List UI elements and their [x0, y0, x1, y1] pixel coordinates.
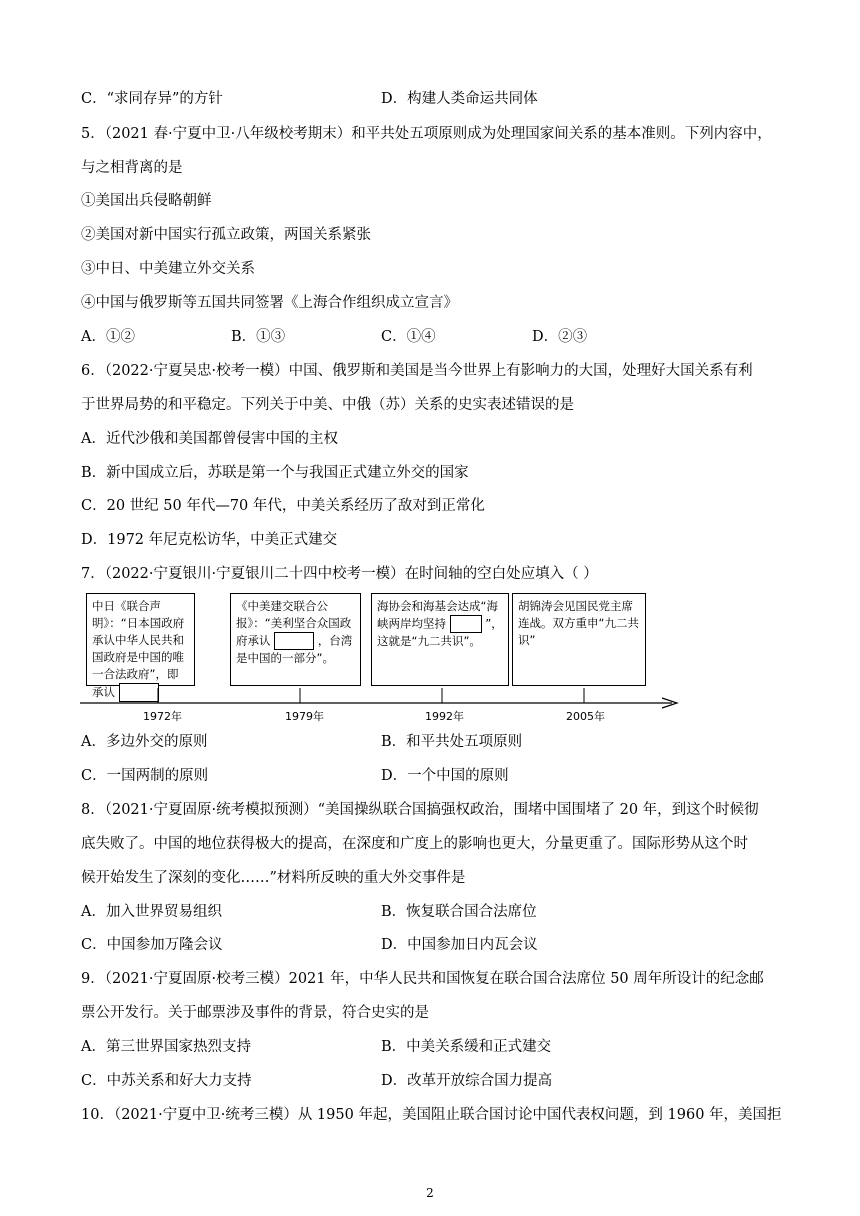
- q9-stem-line2: 票公开发行。关于邮票涉及事件的背景，符合史实的是: [81, 1005, 429, 1021]
- timeline-box-2005: [512, 593, 646, 686]
- timeline-box-1979-text-a: 《中美建交联合公报》：“美利坚合众国政府承认: [236, 599, 352, 648]
- q8-stem-line3: 候开始发生了深刻的变化……”材料所反映的重大外交事件是: [81, 870, 466, 886]
- timeline-box-1972: [86, 593, 195, 699]
- q8-option-d: D．中国参加日内瓦会议: [381, 937, 538, 953]
- q5-option-a: A．①②: [81, 329, 135, 345]
- q5-item-3: ③中日、中美建立外交关系: [81, 261, 255, 277]
- q5-option-c: C．①④: [381, 329, 436, 345]
- q5-stem-line1: 5．（2021 春·宁夏中卫·八年级校考期末）和平共处五项原则成为处理国家间关系的基本准则。下列内容中，: [81, 126, 772, 142]
- timeline-year-1992: 1992年: [425, 710, 464, 723]
- q9-option-b: B．中美关系缓和正式建交: [381, 1039, 552, 1055]
- page-number: 2: [426, 1186, 434, 1200]
- q9-option-d: D．改革开放综合国力提高: [381, 1073, 553, 1089]
- timeline-year-1972: 1972年: [143, 710, 182, 723]
- q6-option-b: B．新中国成立后，苏联是第一个与我国正式建立外交的国家: [81, 465, 469, 481]
- timeline-year-2005: 2005年: [566, 710, 605, 723]
- timeline-box-2005-text: 胡锦涛会见国民党主席连战。双方重申“九二共识”: [518, 599, 639, 647]
- timeline-box-1979: [230, 593, 361, 686]
- timeline-box-1992-text-a: 海协会和海基会达成“海峡两岸均坚持: [377, 599, 498, 631]
- q7-option-b: B．和平共处五项原则: [381, 734, 523, 750]
- timeline-blank-2: [274, 632, 314, 650]
- q6-option-a: A．近代沙俄和美国都曾侵害中国的主权: [81, 431, 338, 447]
- q6-option-d: D．1972 年尼克松访华，中美正式建交: [81, 532, 338, 548]
- q9-stem-line1: 9．（2021·宁夏固原·校考三模）2021 年，中华人民共和国恢复在联合国合法席位 50 周年所设计的纪念邮: [81, 971, 764, 987]
- q5-item-2: ②美国对新中国实行孤立政策，两国关系紧张: [81, 227, 371, 243]
- q5-item-4: ④中国与俄罗斯等五国共同签署《上海合作组织成立宣言》: [81, 295, 458, 311]
- q10-stem-line1: 10．（2021·宁夏中卫·统考三模）从 1950 年起，美国阻止联合国讨论中国代表权问题，到 1960 年，美国拒: [81, 1107, 782, 1123]
- q7-option-d: D．一个中国的原则: [381, 768, 509, 784]
- q8-stem-line1: 8．（2021·宁夏固原·统考模拟预测）“美国操纵联合国搞强权政治，围堵中国围堵了 20 年，到这个时候彻: [81, 802, 759, 818]
- timeline-box-1972-text: 中日《联合声明》：“日本国政府承认中华人民共和国政府是中国的唯一合法政府”，即承认: [92, 599, 185, 699]
- timeline-box-1992: [371, 593, 509, 686]
- q5-item-1: ①美国出兵侵略朝鲜: [81, 193, 212, 209]
- timeline-year-1979: 1979年: [285, 710, 324, 723]
- timeline-box-1992-text-b: ”，这就是“九二共识”。: [377, 616, 503, 648]
- q8-stem-line2: 底失败了。中国的地位获得极大的提高，在深度和广度上的影响也更大，分量更重了。国际形势从这个时: [81, 836, 748, 852]
- timeline-blank-3: [450, 615, 482, 633]
- q5-stem-line2: 与之相背离的是: [81, 160, 183, 176]
- timeline-box-1979-text-b: ，台湾是中国的一部分”。: [236, 633, 353, 665]
- q4-option-d: D．构建人类命运共同体: [381, 91, 538, 107]
- q8-option-a: A．加入世界贸易组织: [81, 904, 222, 920]
- q6-stem-line2: 于世界局势的和平稳定。下列关于中美、中俄（苏）关系的史实表述错误的是: [81, 397, 574, 413]
- timeline-axis: [80, 684, 685, 710]
- q8-option-b: B．恢复联合国合法席位: [381, 904, 537, 920]
- q5-option-b: B．①③: [231, 329, 286, 345]
- q9-option-c: C．中苏关系和好大力支持: [81, 1073, 252, 1089]
- q8-option-c: C．中国参加万隆会议: [81, 937, 223, 953]
- q7-stem: 7．（2022·宁夏银川·宁夏银川二十四中校考一模）在时间轴的空白处应填入（ ）: [81, 566, 598, 582]
- q7-option-a: A．多边外交的原则: [81, 734, 208, 750]
- q6-option-c: C．20 世纪 50 年代—70 年代，中美关系经历了敌对到正常化: [81, 498, 485, 514]
- q4-option-c: C．“求同存异”的方针: [81, 91, 223, 107]
- q5-option-d: D．②③: [532, 329, 588, 345]
- q9-option-a: A．第三世界国家热烈支持: [81, 1039, 251, 1055]
- q7-option-c: C．一国两制的原则: [81, 768, 209, 784]
- q6-stem-line1: 6．（2022·宁夏吴忠·校考一模）中国、俄罗斯和美国是当今世界上有影响力的大国，处理好大国关系有利: [81, 363, 753, 379]
